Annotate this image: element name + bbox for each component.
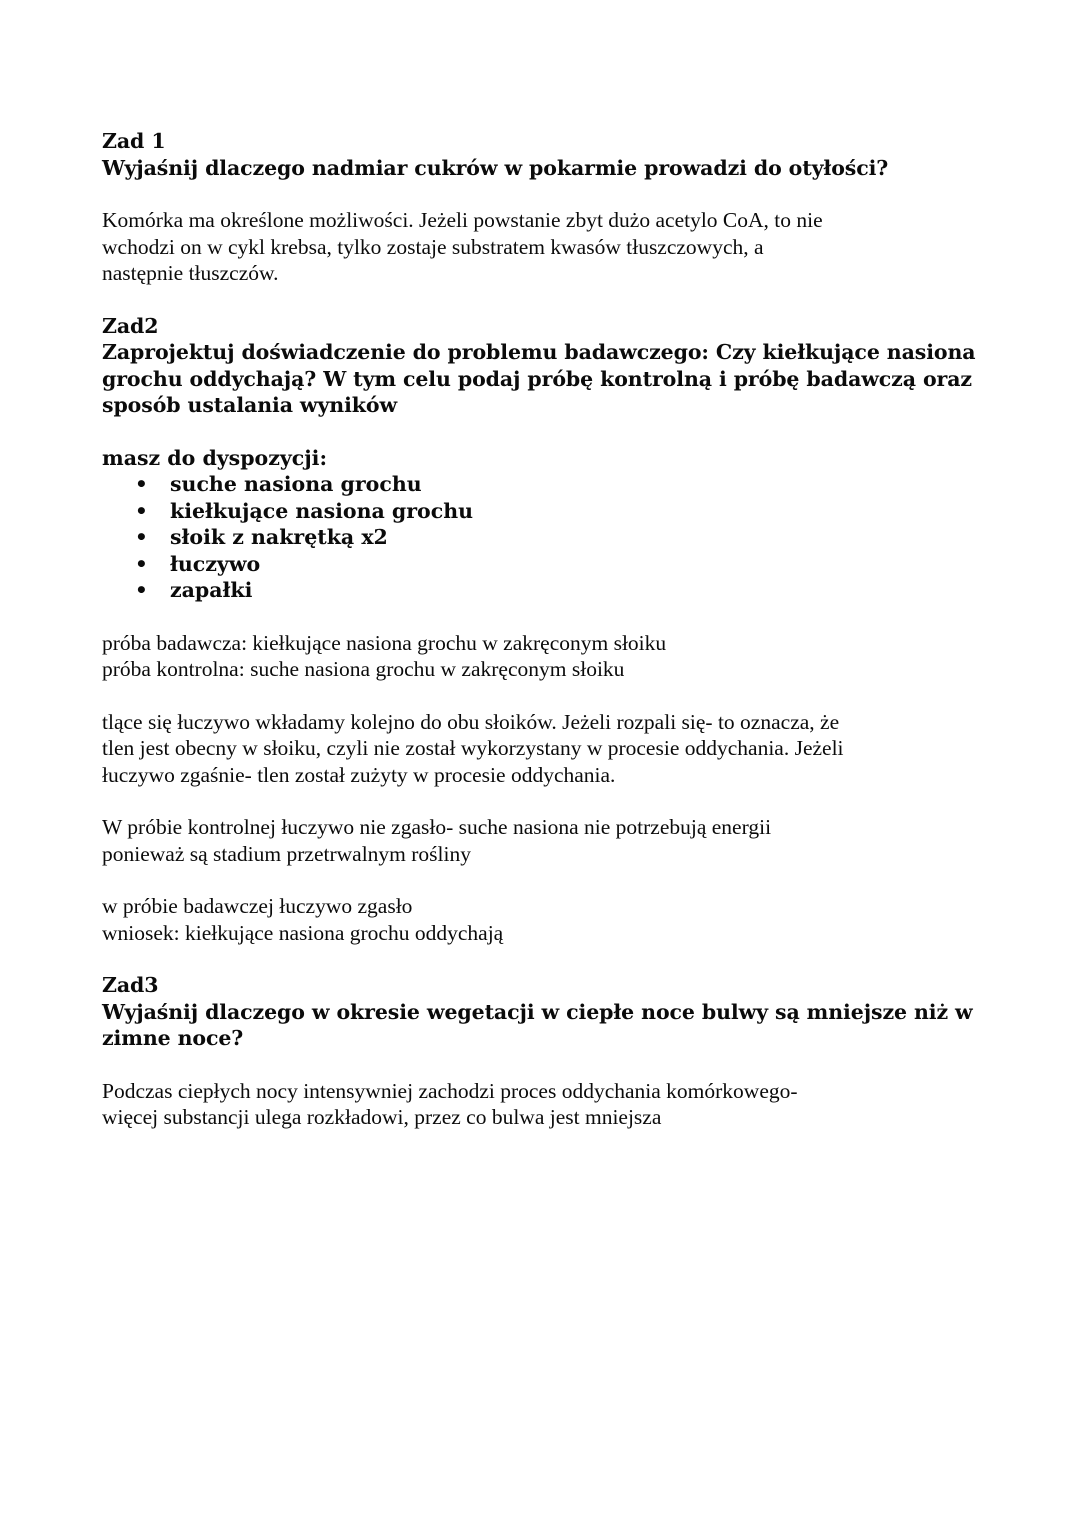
- spacer: [102, 946, 1010, 972]
- section-heading-zad1: [102, 128, 982, 181]
- control-result-line: ponieważ są stadium przetrwalnym rośliny: [102, 841, 471, 866]
- list-item-label: zapałki: [170, 578, 253, 602]
- section-tag-zad2: Zad2: [102, 313, 159, 338]
- list-item: [102, 498, 1010, 525]
- sample-line: próba kontrolna: suche nasiona grochu w zakręconym słoiku: [102, 657, 625, 681]
- list-item: [102, 471, 1010, 498]
- spacer: [102, 287, 1010, 313]
- answer-line: Podczas ciepłych nocy intensywniej zachodzi proces oddychania komórkowego-: [102, 1078, 798, 1103]
- conclusion-line: wniosek: kiełkujące nasiona grochu oddychają: [102, 920, 504, 945]
- bullet-icon: •: [135, 551, 148, 576]
- list-item: [102, 524, 1010, 551]
- bullet-icon: •: [135, 472, 148, 496]
- spacer: [102, 419, 1010, 445]
- spacer: [102, 181, 1010, 207]
- materials-list: [102, 471, 1010, 604]
- control-result-paragraph: [102, 814, 1008, 867]
- bullet-icon: •: [135, 525, 148, 549]
- section-heading-zad2: [102, 313, 982, 419]
- method-line: tlące się łuczywo wkładamy kolejno do obu słoików. Jeżeli rozpali się- to oznacza, że: [102, 709, 840, 734]
- answer-paragraph-zad3: [102, 1078, 1008, 1131]
- section-heading-zad3: [102, 972, 982, 1052]
- answer-line: wchodzi on w cykl krebsa, tylko zostaje substratem kwasów tłuszczowych, a: [102, 234, 764, 259]
- answer-paragraph-zad1: [102, 207, 1008, 287]
- section-question-zad2: Zaprojektuj doświadczenie do problemu badawczego: Czy kiełkujące nasiona grochu oddychają? W tym celu podaj próbę kontrolną i próbę badawczą oraz sposób ustalania wyników: [102, 340, 976, 417]
- method-line: tlen jest obecny w słoiku, czyli nie został wykorzystany w procesie oddychania. Jeżeli: [102, 736, 844, 760]
- method-paragraph: [102, 709, 1008, 789]
- section-question-zad3: Wyjaśnij dlaczego w okresie wegetacji w ciepłe noce bulwy są mniejsze niż w zimne noce?: [102, 999, 973, 1050]
- answer-line: Komórka ma określone możliwości. Jeżeli powstanie zbyt dużo acetylo CoA, to nie: [102, 208, 823, 232]
- test-result-line: w próbie badawczej łuczywo zgasło: [102, 894, 413, 918]
- answer-line: następnie tłuszczów.: [102, 261, 279, 285]
- list-item-label: suche nasiona grochu: [170, 472, 422, 496]
- spacer: [102, 1052, 1010, 1078]
- bullet-icon: •: [135, 498, 148, 523]
- answer-line: więcej substancji ulega rozkładowi, przez co bulwa jest mniejsza: [102, 1105, 662, 1129]
- spacer: [102, 867, 1010, 893]
- list-item-label: kiełkujące nasiona grochu: [170, 498, 474, 523]
- spacer: [102, 683, 1010, 709]
- list-item: [102, 577, 1010, 604]
- method-line: łuczywo zgaśnie- tlen został zużyty w procesie oddychania.: [102, 762, 616, 787]
- samples-paragraph: [102, 630, 1008, 683]
- sample-line: próba badawcza: kiełkujące nasiona grochu w zakręconym słoiku: [102, 630, 667, 655]
- list-item-label: łuczywo: [170, 551, 261, 576]
- list-item: [102, 551, 1010, 578]
- materials-label: masz do dyspozycji:: [102, 445, 328, 470]
- control-result-line: W próbie kontrolnej łuczywo nie zgasło- suche nasiona nie potrzebują energii: [102, 815, 772, 839]
- bullet-icon: •: [135, 578, 148, 602]
- spacer: [102, 788, 1010, 814]
- spacer: [102, 604, 1010, 630]
- section-tag-zad3: Zad3: [102, 973, 159, 997]
- list-item-label: słoik z nakrętką x2: [170, 525, 388, 549]
- section-question-zad1: Wyjaśnij dlaczego nadmiar cukrów w pokarmie prowadzi do otyłości?: [102, 155, 889, 180]
- document-body: [102, 128, 1010, 1131]
- section-tag-zad1: Zad 1: [102, 129, 166, 153]
- test-result-paragraph: [102, 893, 1008, 946]
